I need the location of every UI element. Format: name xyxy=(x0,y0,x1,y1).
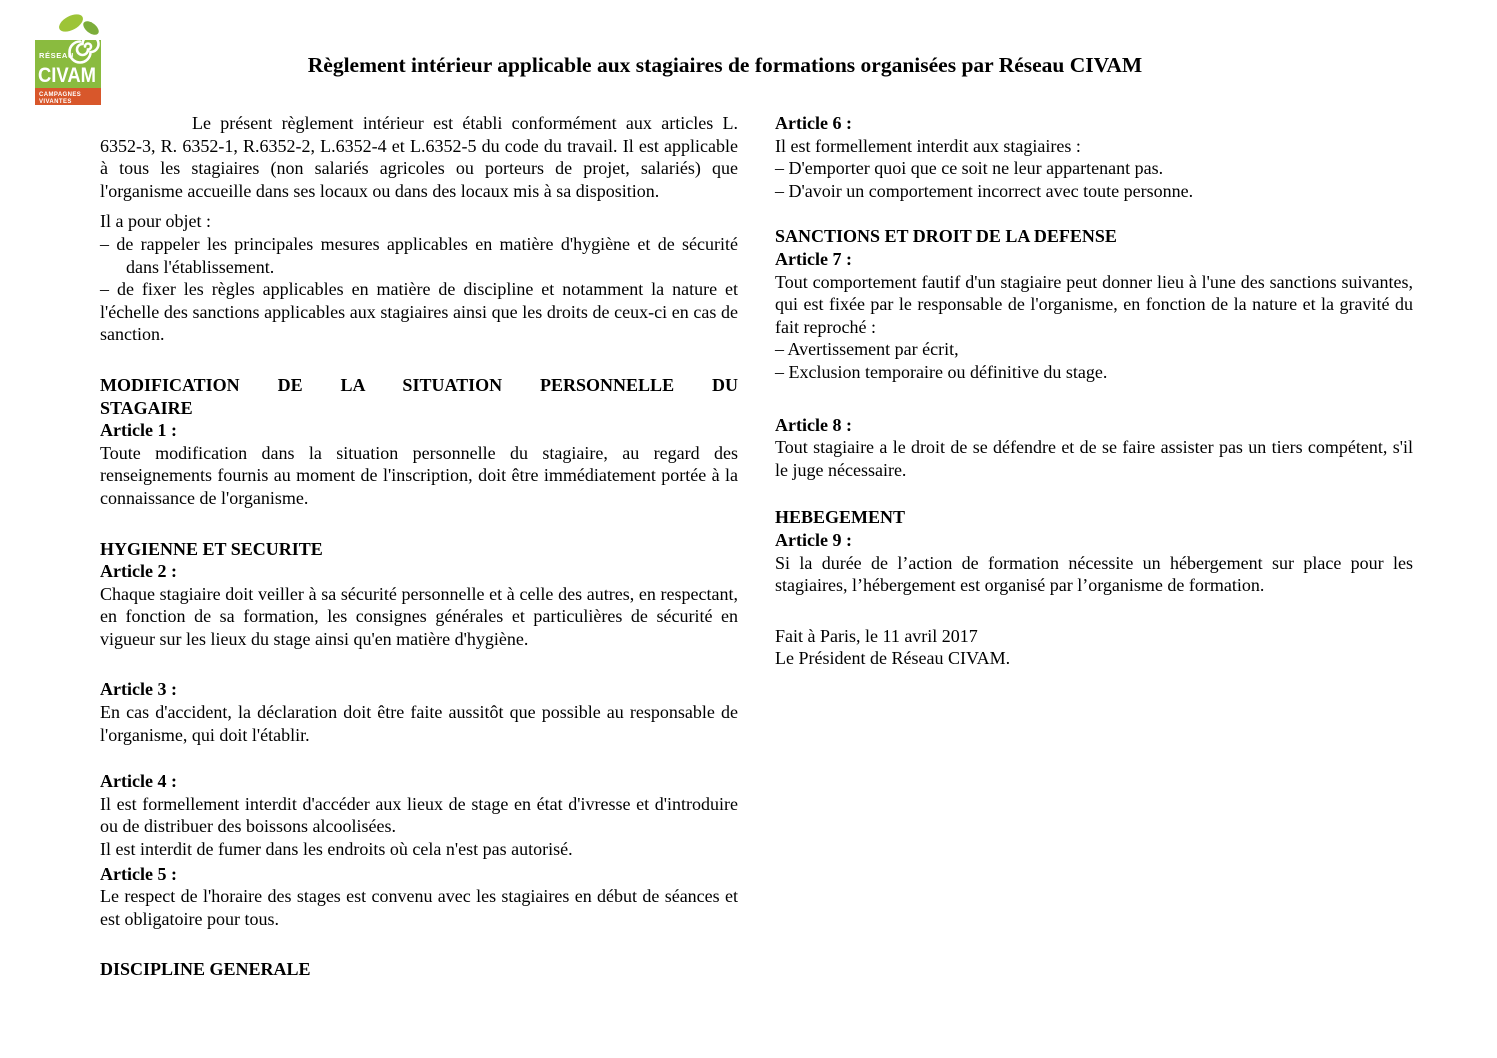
article-7-label: Article 7 : xyxy=(775,248,852,269)
article-6-intro: Il est formellement interdit aux stagiaires : xyxy=(775,135,1081,156)
article-6-item-2: – D'avoir un comportement incorrect avec toute personne. xyxy=(775,180,1194,201)
closing-signature: Le Président de Réseau CIVAM. xyxy=(775,648,1011,669)
purpose-item-2: – de fixer les règles applicables en matière de discipline et notamment la nature et l'échelle des sanctions applicables aux stagiaires ainsi que les droits de ceux-ci en cas de sanction. xyxy=(100,279,738,345)
section-heading-hygiene: HYGIENNE ET SECURITE xyxy=(100,538,323,559)
logo-tagline-line2: VIVANTES xyxy=(39,99,72,105)
article-1-label: Article 1 : xyxy=(100,420,177,441)
article-4-text-1: Il est formellement interdit d'accéder aux lieux de stage en état d'ivresse et d'introduire ou de distribuer des boissons alcoolisées. xyxy=(100,793,738,837)
article-8-label: Article 8 : xyxy=(775,414,852,435)
article-6-item-1: – D'emporter quoi que ce soit ne leur appartenant pas. xyxy=(775,158,1164,179)
article-7-text: Tout comportement fautif d'un stagiaire peut donner lieu à l'une des sanctions suivantes, qui est fixée par le responsable de l'organisme, en fonction de la nature et la gravité du fait reproché : xyxy=(775,271,1413,337)
article-3-text: En cas d'accident, la déclaration doit être faite aussitôt que possible au responsable de l'organisme, qui doit l'établir. xyxy=(100,702,738,745)
article-1-text: Toute modification dans la situation personnelle du stagiaire, au regard des renseignements fournis au moment de l'inscription, doit être immédiatement portée à la connaissance de l'organisme. xyxy=(100,442,738,508)
intro-paragraph: Le présent règlement intérieur est établi conformément aux articles L. 6352-3, R. 6352-1, R.6352-2, L.6352-4 et L.6352-5 du code du travail. Il est applicable à tous les stagiaires (non salariés agricoles ou porteurs de projet, salariés) que l'organisme accueille dans ses locaux ou dans des locaux mis à sa disposition. xyxy=(100,113,738,201)
article-8-text: Tout stagiaire a le droit de se défendre et de se faire assister pas un tiers compétent, s'il le juge nécessaire. xyxy=(775,437,1413,480)
article-6-label: Article 6 : xyxy=(775,113,852,133)
logo-brand-main: CIVAM xyxy=(38,64,96,87)
article-9-label: Article 9 : xyxy=(775,529,852,550)
article-4-label: Article 4 : xyxy=(100,771,177,792)
right-column xyxy=(775,112,1413,670)
article-5-label: Article 5 : xyxy=(100,863,177,884)
section-heading-sanctions: SANCTIONS ET DROIT DE LA DEFENSE xyxy=(775,226,1117,247)
article-2-label: Article 2 : xyxy=(100,561,177,582)
section-heading-discipline: DISCIPLINE GENERALE xyxy=(100,959,311,980)
purpose-item-1: – de rappeler les principales mesures applicables en matière d'hygiène et de sécurité dans l'établissement. xyxy=(100,233,738,277)
article-7-item-1: – Avertissement par écrit, xyxy=(775,339,959,360)
logo-leaves-icon xyxy=(56,12,101,37)
article-3-label: Article 3 : xyxy=(100,679,177,700)
section-heading-hebergement: HEBEGEMENT xyxy=(775,507,906,528)
purpose-intro: Il a pour objet : xyxy=(100,211,211,232)
section-heading-modification-line1: MODIFICATION DE LA SITUATION PERSONNELLE DU xyxy=(100,374,738,395)
article-7-item-2: – Exclusion temporaire ou définitive du stage. xyxy=(775,361,1108,382)
section-heading-modification-line2: STAGAIRE xyxy=(100,397,193,418)
article-2-text: Chaque stagiaire doit veiller à sa sécurité personnelle et à celle des autres, en respectant, en fonction de sa formation, les consignes générales et particulières de sécurité en vigueur sur les lieux du stage ainsi qu'en matière d'hygiène. xyxy=(100,583,738,649)
left-column xyxy=(100,112,738,981)
page-title: Règlement intérieur applicable aux stagiaires de formations organisées par Réseau CIVAM xyxy=(307,53,1143,77)
logo-tagline-line1: CAMPAGNES xyxy=(39,92,82,98)
article-9-text: Si la durée de l’action de formation nécessite un hébergement sur place pour les stagiaires, l’hébergement est organisé par l’organisme de formation. xyxy=(775,552,1413,596)
article-5-text: Le respect de l'horaire des stages est convenu avec les stagiaires en début de séances et est obligatoire pour tous. xyxy=(100,886,738,929)
closing-place-date: Fait à Paris, le 11 avril 2017 xyxy=(775,625,978,646)
article-4-text-2: Il est interdit de fumer dans les endroits où cela n'est pas autorisé. xyxy=(100,839,573,860)
logo-brand-top: RÉSEAU xyxy=(39,51,74,60)
